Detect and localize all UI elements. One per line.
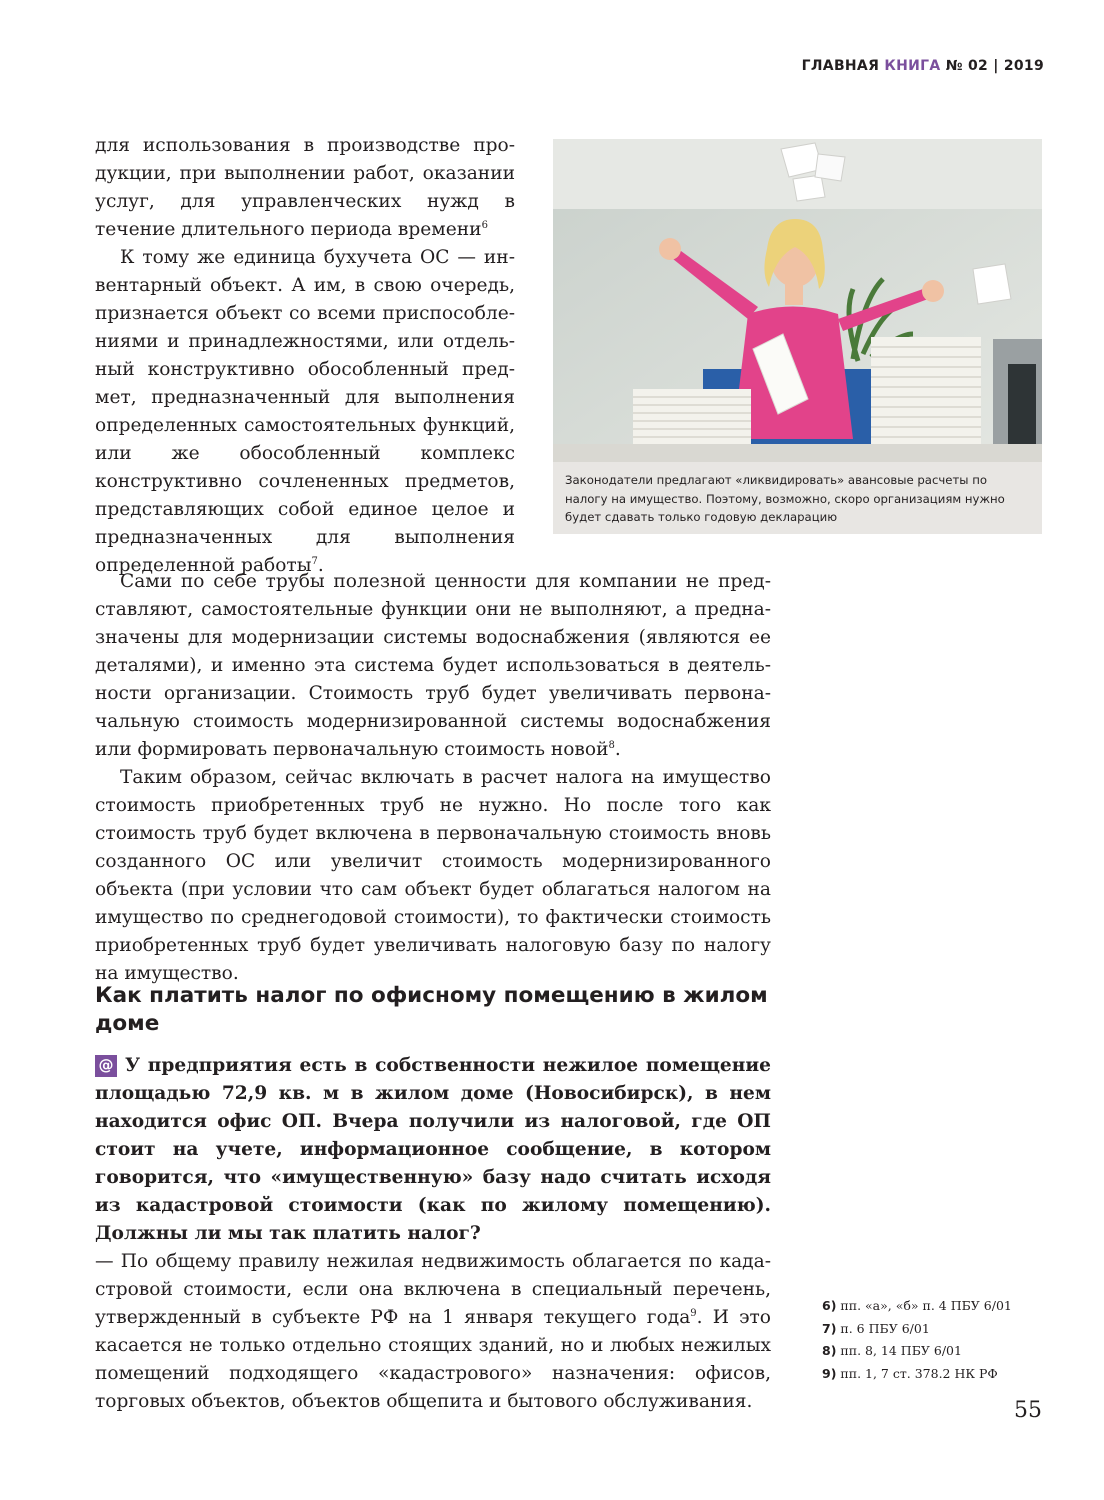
footnote: 9) пп. 1, 7 ст. 378.2 НК РФ <box>822 1365 998 1381</box>
issue-number: № 02 | 2019 <box>945 58 1044 74</box>
reader-question: @ У предприятия есть в собственности нежилое помещение площадью 72,9 кв. м в жилом доме (Новосибирск), в нем находится офис ОП. Вчера получили из налоговой, где ОП стоит на учете, информационное сообщение, в котором говорится, что «имущественную» базу надо считать исходя из кадастровой стоимости (как по жилому помещению). Должны ли мы так платить налог? <box>95 1055 771 1244</box>
at-sign-icon: @ <box>95 1055 117 1077</box>
footnotes <box>822 1295 1062 1385</box>
footnote-ref[interactable]: 7 <box>311 555 318 567</box>
magazine-title: ГЛАВНАЯ <box>801 58 880 74</box>
office-photo <box>553 139 1042 462</box>
narrow-text-column <box>95 132 515 580</box>
photo-caption: Законодатели предлагают «ликвидировать» авансовые расчеты по налогу на имущество. Поэтому, возможно, скоро организациям нужно будет сдавать только годовую декларацию <box>565 473 1005 524</box>
page-number: 55 <box>1014 1398 1042 1423</box>
footnote-ref[interactable]: 9 <box>690 1307 697 1319</box>
question-answer-block <box>95 1052 771 1416</box>
figure <box>553 139 1042 534</box>
section-heading: Как платить налог по офисному помещению в жилом доме <box>95 983 768 1036</box>
footnote: 8) пп. 8, 14 ПБУ 6/01 <box>822 1343 962 1358</box>
paragraph: Таким образом, сейчас включать в расчет налога на имущество стоимость приобретенных труб не нужно. Но после того как стоимость труб будет включена в первоначальную стоимость вновь созданного ОС или увеличит стоимость модернизированного объекта (при условии что сам объект будет облагаться налогом на имущество по среднегодовой стоимости), то фактически стоимость приобретенных труб будет увеличивать налоговую базу по налогу на имущество. <box>95 767 771 984</box>
paragraph: Сами по себе трубы полезной ценности для компании не представляют, самостоятельные функции они не выполняют, а предназначены для модернизации системы водоснабжения (являются ее деталями), и именно эта система будет использоваться в деятельности организации. Стоимость труб будет увеличивать первоначальную стоимость модернизированной системы водоснабжения или формировать первоначальную стоимость новой$^8$. <box>95 571 771 760</box>
paragraph: К тому же единица бухучета ОС — инвентарный объект. А им, в свою очередь, признается объект со всеми приспособлениями и принадлежностями, или отдельный конструктивно обособленный предмет, предназначенный для выполнения определенных самостоятельных функций, или же обособленный комплекс конструктивно сочлененных предметов, представляющих собой единое целое и предназначенных для выполнения определенной работы$^7$. <box>95 247 515 576</box>
paragraph: для использования в производстве продукции, при выполнении работ, оказании услуг, для управленческих нужд в течение длительного периода времени$^6$ <box>95 135 515 240</box>
magazine-title-accent: КНИГА <box>884 58 941 74</box>
wide-text-column <box>95 568 771 988</box>
footnote-ref[interactable]: 8 <box>608 739 615 751</box>
footnote: 7) п. 6 ПБУ 6/01 <box>822 1320 930 1336</box>
expert-answer: — По общему правилу нежилая недвижимость облагается по кадастровой стоимости, если она включена в специальный перечень, утвержденный в субъекте РФ на 1 января текущего года$^9$. И это касается не только отдельно стоящих зданий, но и любых нежилых помещений подходящего «кадастрового» назначения: офисов, торговых объектов, объектов общепита и бытового обслуживания. <box>95 1251 771 1412</box>
footnote: 6) пп. «а», «б» п. 4 ПБУ 6/01 <box>822 1298 1012 1313</box>
footnote-ref[interactable]: 6 <box>481 219 488 231</box>
running-header <box>802 58 1044 74</box>
